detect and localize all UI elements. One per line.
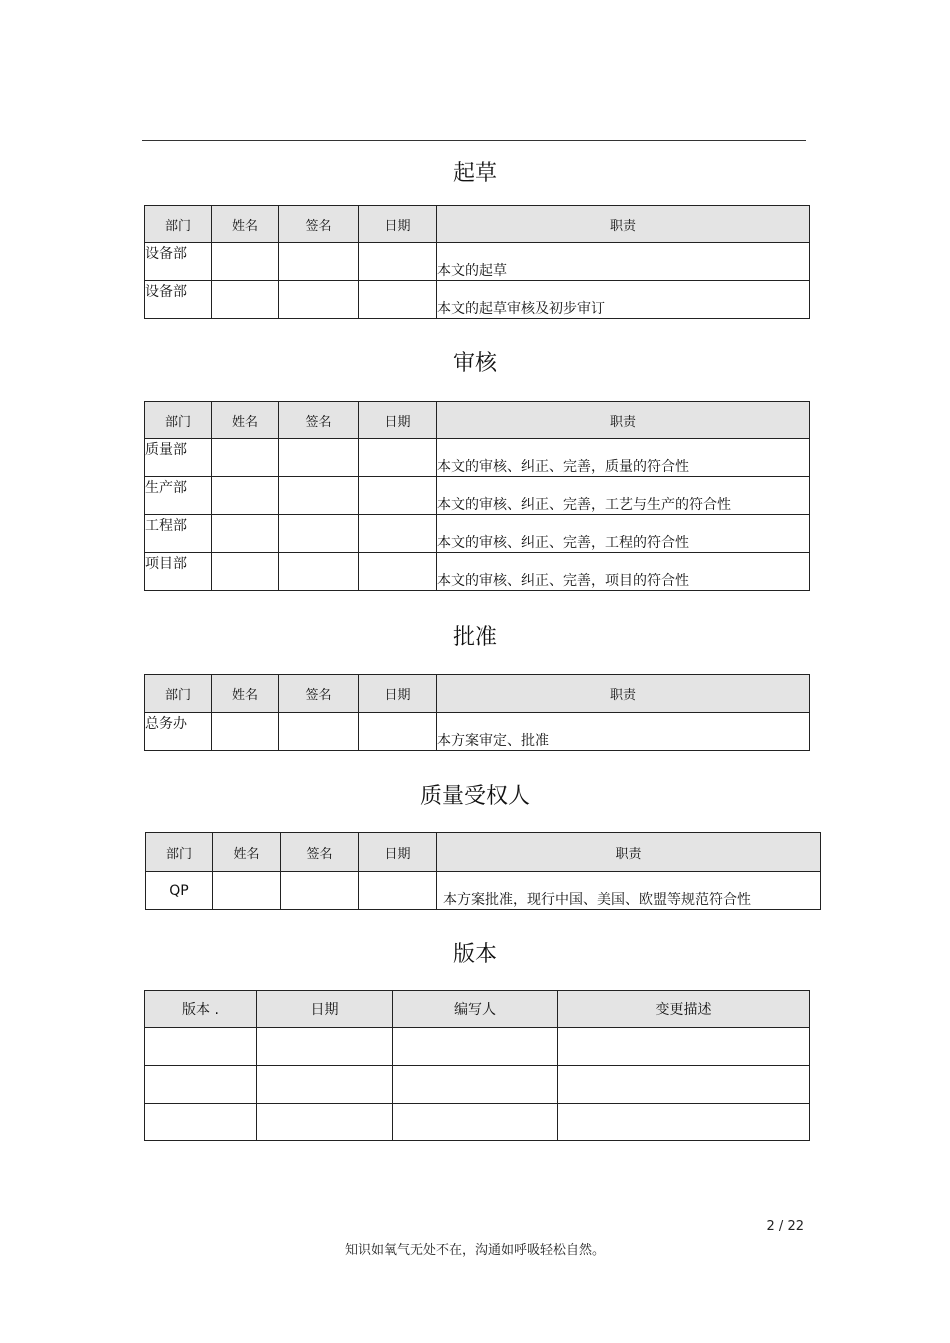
header-date: 日期 (359, 206, 437, 243)
name-cell (212, 281, 279, 319)
signature-cell (281, 872, 359, 910)
header-date: 日期 (257, 991, 393, 1028)
section-title-qp: 质量受权人 (419, 784, 530, 809)
date-cell (359, 243, 437, 281)
author-cell (393, 1028, 558, 1066)
date-cell (257, 1028, 393, 1066)
table-row (145, 713, 810, 751)
name-cell (212, 243, 279, 281)
dept-cell: 设备部 (145, 243, 212, 281)
duty-cell: 本文的审核、纠正、完善，工艺与生产的符合性 (437, 477, 810, 515)
header-duty: 职责 (437, 402, 810, 439)
approval-table (144, 674, 810, 751)
name-cell (212, 713, 279, 751)
signature-cell (279, 477, 359, 515)
header-dept: 部门 (145, 402, 212, 439)
table-row (145, 1028, 810, 1066)
duty-cell: 本文的审核、纠正、完善，工程的符合性 (437, 515, 810, 553)
review-table (144, 401, 810, 591)
version-cell (145, 1066, 257, 1104)
header-name: 姓名 (213, 833, 281, 872)
header-signature: 签名 (281, 833, 359, 872)
qp-table (145, 832, 821, 910)
date-cell (257, 1104, 393, 1141)
date-cell (359, 515, 437, 553)
section-title-approval: 批准 (452, 625, 497, 650)
header-dept: 部门 (145, 206, 212, 243)
change-cell (558, 1066, 810, 1104)
date-cell (359, 439, 437, 477)
header-signature: 签名 (279, 206, 359, 243)
dept-cell: 项目部 (145, 553, 212, 591)
header-signature: 签名 (279, 402, 359, 439)
author-cell (393, 1104, 558, 1141)
name-cell (212, 515, 279, 553)
duty-cell: 本文的起草 (437, 243, 810, 281)
header-version: 版本 . (145, 991, 257, 1028)
header-dept: 部门 (145, 675, 212, 713)
header-date: 日期 (359, 402, 437, 439)
table-row (145, 281, 810, 319)
header-duty: 职责 (437, 833, 821, 872)
name-cell (212, 553, 279, 591)
page-number: 2 / 22 (766, 1219, 804, 1234)
name-cell (212, 477, 279, 515)
header-date: 日期 (359, 675, 437, 713)
name-cell (212, 439, 279, 477)
date-cell (359, 872, 437, 910)
date-cell (359, 281, 437, 319)
header-name: 姓名 (212, 402, 279, 439)
duty-cell: 本文的起草审核及初步审订 (437, 281, 810, 319)
table-row (145, 1104, 810, 1141)
header-change: 变更描述 (558, 991, 810, 1028)
header-date: 日期 (359, 833, 437, 872)
table-row (145, 243, 810, 281)
version-cell (145, 1028, 257, 1066)
signature-cell (279, 713, 359, 751)
duty-cell: 本方案审定、批准 (437, 713, 810, 751)
dept-cell: 质量部 (145, 439, 212, 477)
header-signature: 签名 (279, 675, 359, 713)
signature-cell (279, 515, 359, 553)
dept-cell: QP (146, 872, 213, 910)
change-cell (558, 1104, 810, 1141)
dept-cell: 总务办 (145, 713, 212, 751)
table-row (145, 477, 810, 515)
drafting-table (144, 205, 810, 319)
table-row (145, 553, 810, 591)
section-title-review: 审核 (452, 351, 497, 376)
section-title-version: 版本 (452, 942, 497, 967)
signature-cell (279, 243, 359, 281)
table-row (146, 872, 821, 910)
name-cell (213, 872, 281, 910)
change-cell (558, 1028, 810, 1066)
signature-cell (279, 553, 359, 591)
duty-cell: 本文的审核、纠正、完善，项目的符合性 (437, 553, 810, 591)
section-title-drafting: 起草 (452, 161, 497, 186)
date-cell (359, 553, 437, 591)
dept-cell: 生产部 (145, 477, 212, 515)
header-dept: 部门 (146, 833, 213, 872)
footer-text: 知识如氧气无处不在，沟通如呼吸轻松自然。 (344, 1243, 605, 1258)
date-cell (359, 477, 437, 515)
author-cell (393, 1066, 558, 1104)
duty-cell: 本方案批准，现行中国、美国、欧盟等规范符合性 (437, 872, 821, 910)
signature-cell (279, 439, 359, 477)
table-row (145, 1066, 810, 1104)
signature-cell (279, 281, 359, 319)
header-name: 姓名 (212, 206, 279, 243)
header-duty: 职责 (437, 206, 810, 243)
date-cell (359, 713, 437, 751)
table-row (145, 515, 810, 553)
version-table (144, 990, 810, 1141)
header-name: 姓名 (212, 675, 279, 713)
version-cell (145, 1104, 257, 1141)
date-cell (257, 1066, 393, 1104)
dept-cell: 设备部 (145, 281, 212, 319)
top-rule (142, 140, 806, 141)
duty-cell: 本文的审核、纠正、完善，质量的符合性 (437, 439, 810, 477)
header-author: 编写人 (393, 991, 558, 1028)
header-duty: 职责 (437, 675, 810, 713)
dept-cell: 工程部 (145, 515, 212, 553)
table-row (145, 439, 810, 477)
